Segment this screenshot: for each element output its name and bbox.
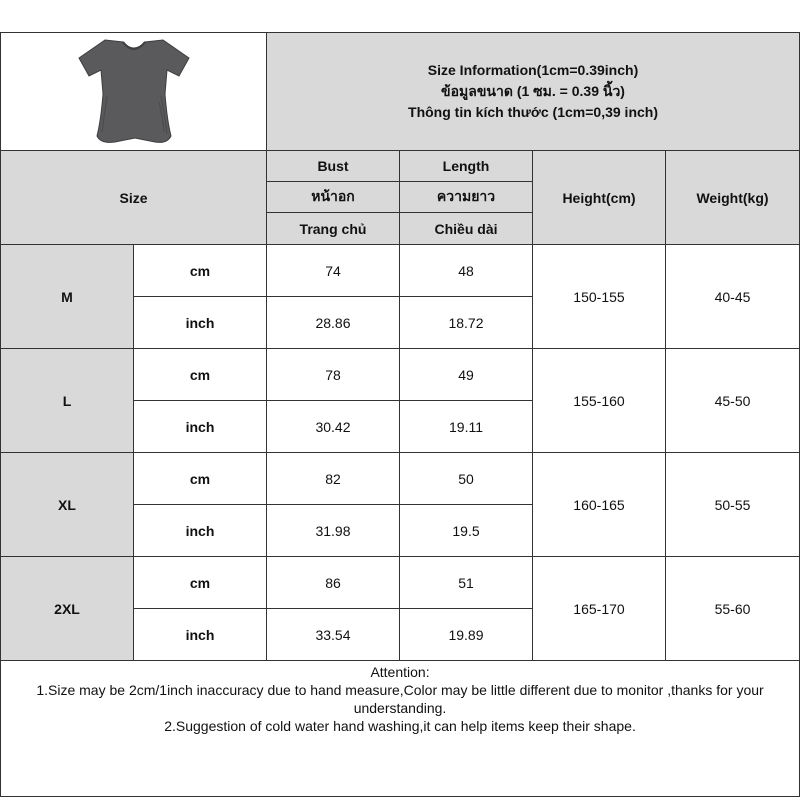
height-value: 155-160: [533, 349, 666, 453]
weight-value: 55-60: [666, 557, 800, 661]
bust-inch-value: 28.86: [267, 297, 400, 349]
size-label-m: M: [1, 245, 134, 349]
unit-inch: inch: [134, 609, 267, 661]
size-label-l: L: [1, 349, 134, 453]
length-header-th: ความยาว: [400, 182, 533, 213]
bust-inch-value: 30.42: [267, 401, 400, 453]
size-info-title-th: ข้อมูลขนาด (1 ซม. = 0.39 นิ้ว): [441, 83, 625, 99]
length-cm-value: 51: [400, 557, 533, 609]
height-value: 160-165: [533, 453, 666, 557]
unit-cm: cm: [134, 245, 267, 297]
bust-inch-value: 33.54: [267, 609, 400, 661]
size-info-title-vi: Thông tin kích thước (1cm=0,39 inch): [408, 104, 658, 120]
attention-heading: Attention:: [370, 664, 430, 680]
unit-cm: cm: [134, 453, 267, 505]
length-inch-value: 19.11: [400, 401, 533, 453]
table-row: [1, 349, 800, 401]
table-row: [1, 453, 800, 505]
size-chart: [0, 32, 799, 798]
size-label-xl: XL: [1, 453, 134, 557]
bust-header-vi: Trang chủ: [267, 213, 400, 245]
attention-note-1: 1.Size may be 2cm/1inch inaccuracy due to hand measure,Color may be little different due to monitor ,thanks for your understanding.: [36, 682, 764, 716]
weight-value: 45-50: [666, 349, 800, 453]
bust-inch-value: 31.98: [267, 505, 400, 557]
height-value: 165-170: [533, 557, 666, 661]
table-row: [1, 245, 800, 297]
length-cm-value: 48: [400, 245, 533, 297]
unit-inch: inch: [134, 297, 267, 349]
bust-cm-value: 86: [267, 557, 400, 609]
unit-inch: inch: [134, 505, 267, 557]
bust-cm-value: 82: [267, 453, 400, 505]
size-heading: Size: [1, 151, 267, 245]
product-image-cell: [1, 33, 267, 151]
weight-value: 50-55: [666, 453, 800, 557]
weight-header: Weight(kg): [666, 151, 800, 245]
size-info-title-en: Size Information(1cm=0.39inch): [427, 62, 639, 78]
bust-cm-value: 78: [267, 349, 400, 401]
bust-header-th: หน้าอก: [267, 182, 400, 213]
attention-note-2: 2.Suggestion of cold water hand washing,it can help items keep their shape.: [164, 718, 636, 734]
length-inch-value: 18.72: [400, 297, 533, 349]
length-inch-value: 19.89: [400, 609, 533, 661]
bust-header-en: Bust: [267, 151, 400, 182]
height-header: Height(cm): [533, 151, 666, 245]
unit-cm: cm: [134, 349, 267, 401]
size-label-2xl: 2XL: [1, 557, 134, 661]
length-inch-value: 19.5: [400, 505, 533, 557]
unit-cm: cm: [134, 557, 267, 609]
tshirt-icon: [75, 36, 193, 148]
weight-value: 40-45: [666, 245, 800, 349]
length-cm-value: 50: [400, 453, 533, 505]
table-row: [1, 557, 800, 609]
bust-cm-value: 74: [267, 245, 400, 297]
length-cm-value: 49: [400, 349, 533, 401]
attention-notes: [1, 661, 800, 797]
length-header-vi: Chiều dài: [400, 213, 533, 245]
unit-inch: inch: [134, 401, 267, 453]
size-info-header: [267, 33, 800, 151]
height-value: 150-155: [533, 245, 666, 349]
length-header-en: Length: [400, 151, 533, 182]
size-table: [0, 32, 800, 797]
